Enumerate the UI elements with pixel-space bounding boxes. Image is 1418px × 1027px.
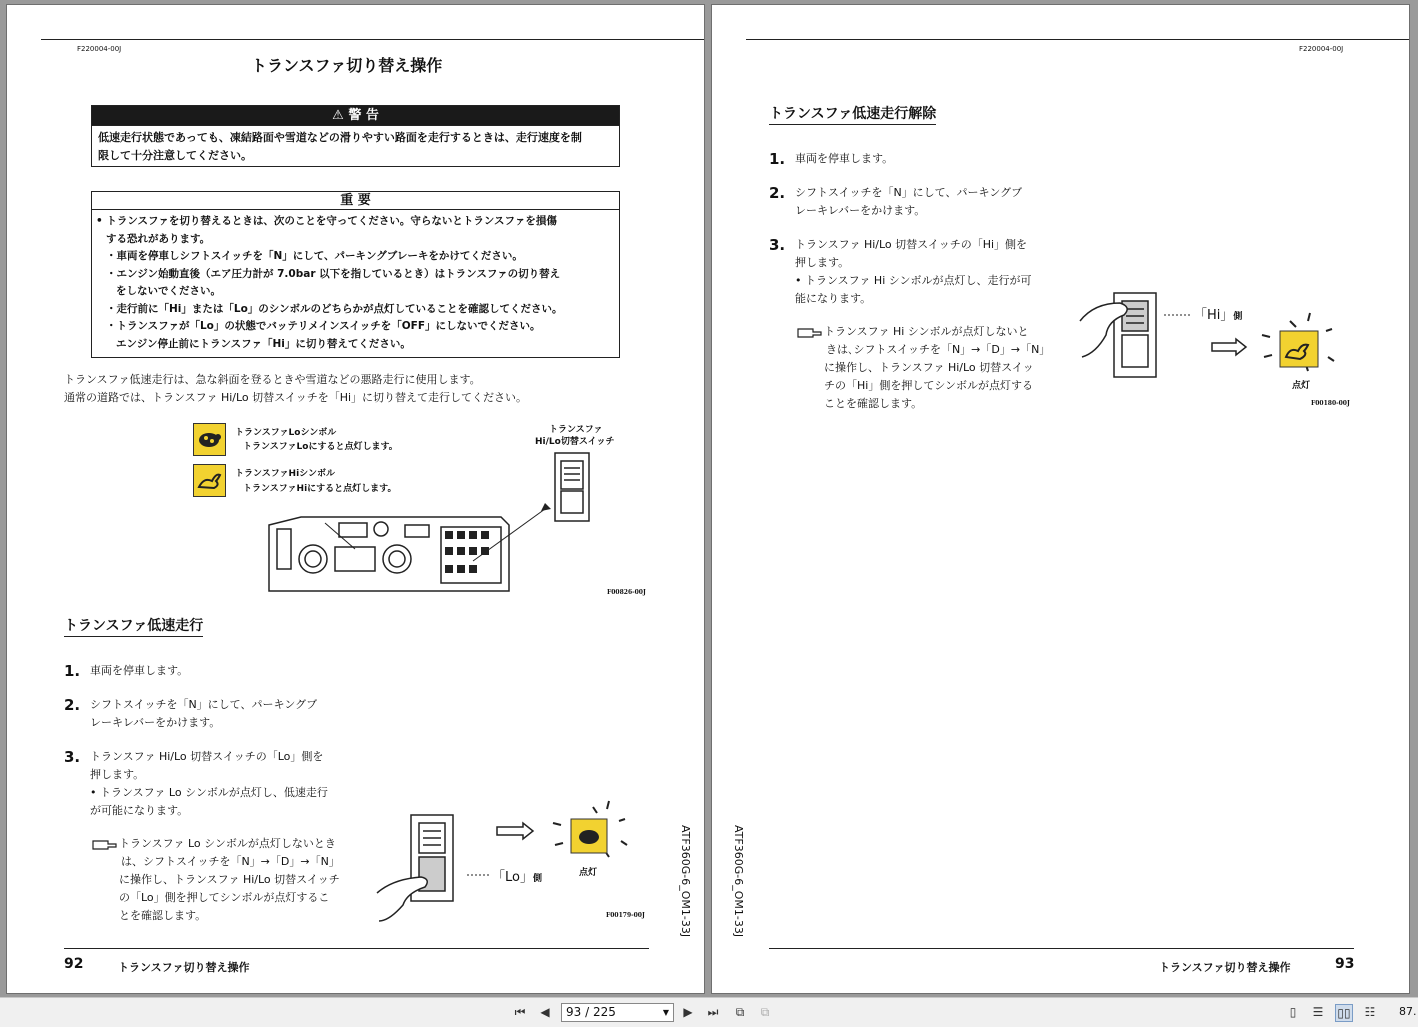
header-rule (41, 39, 705, 40)
step-3-number: 3. (64, 748, 81, 766)
warning-box (91, 105, 620, 167)
pointing-hand-icon (797, 327, 823, 339)
step-1-text: 車両を停車します。 (90, 664, 189, 677)
instrument-panel-illustration (265, 451, 595, 603)
important-box (91, 191, 620, 358)
hi-symbol-desc: トランスファHiにすると点灯します。 (243, 484, 397, 494)
footer-rule (64, 948, 649, 949)
header-rule (746, 39, 1410, 40)
hi-symbol (193, 464, 226, 497)
rabbit-icon (194, 465, 225, 496)
hi-symbol-title: トランスファHiシンボル (235, 469, 335, 479)
page-title: トランスファ切り替え操作 (251, 56, 443, 75)
footer-title: トランスファ切り替え操作 (118, 961, 250, 974)
step-2-number: 2. (769, 184, 786, 202)
step-3-number: 3. (769, 236, 786, 254)
warning-heading: ⚠ 警 告 (92, 106, 619, 126)
note-text: トランスファ Lo シンボルが点灯しないとき は、シフトスイッチを「N」→「D」→「N」 に操作し、トランスファ Hi/Lo 切替スイッチ の「Lo」側を押してシンボルが点灯するこ とを確認します。 (119, 837, 340, 922)
section-title: トランスファ低速走行 (64, 615, 203, 637)
first-page-icon[interactable]: ⏮ (514, 1005, 526, 1019)
facing-pages-view-icon[interactable]: ▯▯ (1335, 1004, 1353, 1022)
lo-side-label: 「Lo」側 (492, 870, 542, 885)
turtle-icon (194, 424, 225, 455)
hi-lit-label: 点灯 (1292, 381, 1311, 391)
step-2-text: シフトスイッチを「N」にして、パーキングブ レーキレバーをかけます。 (90, 698, 318, 729)
previous-page-icon[interactable]: ◀ (540, 1005, 550, 1019)
lo-symbol (193, 423, 226, 456)
step-1-number: 1. (64, 662, 81, 680)
vertical-doc-code: ATF360G-6_OM1-33J (732, 825, 745, 938)
warning-triangle-icon: ⚠ (332, 108, 344, 123)
lo-lit-label: 点灯 (579, 868, 598, 878)
hi-side-label: 「Hi」側 (1194, 308, 1243, 323)
page-number: 93 (1335, 956, 1355, 972)
last-page-icon[interactable]: ⏭ (707, 1005, 719, 1019)
switch-label-line1: トランスファ (549, 425, 603, 435)
figure1-code: F00826-00J (607, 589, 646, 596)
zoom-level[interactable]: 87. (1399, 1005, 1417, 1018)
footer-title: トランスファ切り替え操作 (1159, 961, 1291, 974)
left-page (6, 4, 705, 994)
page-number: 92 (64, 956, 84, 972)
right-page (711, 4, 1410, 994)
go-back-view-icon[interactable]: ⧉ (735, 1005, 745, 1019)
switch-label-line2: Hi/Lo切替スイッチ (535, 437, 615, 447)
continuous-view-icon[interactable]: ☰ (1312, 1005, 1324, 1019)
important-heading: 重 要 (92, 192, 619, 210)
step-1-number: 1. (769, 150, 786, 168)
pointing-hand-icon (92, 839, 118, 851)
step-3-text: トランスファ Hi/Lo 切替スイッチの「Hi」側を 押します。 • トランスファ Hi シンボルが点灯し、走行が可 能になります。 (795, 238, 1032, 305)
chevron-down-icon: ▼ (662, 1008, 669, 1017)
doc-code: F220004-00J (1299, 45, 1344, 53)
note-text: トランスファ Hi シンボルが点灯しないと きは､シフトスイッチを「N」→「D」→「N」 に操作し、トランスファ Hi/Lo 切替スイッ チの「Hi」側を押してシンボルが点灯する ことを確認します。 (824, 325, 1051, 410)
lo-switch-illustration (373, 793, 643, 929)
figure2-code: F00179-00J (606, 912, 645, 919)
page-select[interactable]: 93 / 225 ▼ (561, 1003, 674, 1022)
important-body: • トランスファを切り替えるときは、次のことを守ってください。守らないとトランスファを損傷 する恐れがあります。 ・車両を停車しシフトスイッチを「N」にして、パーキングブレーキをかけてください。 ・エンジン始動直後（エア圧力計が 7.0bar 以下を指しているとき）はトランスファの切り替え をしないでください。 ・走行前に「Hi」または「Lo」のシンボルのどちらかが点灯していることを確認してください。 ・トランスファが「Lo」の状態でバッテリメインスイッチを「OFF」にしないでください。 エンジン停止前にトランスファ「Hi」に切り替えてください。 (96, 215, 563, 350)
continuous-facing-view-icon[interactable]: ☷ (1364, 1005, 1376, 1019)
step-2-text: シフトスイッチを「N」にして、パーキングブ レーキレバーをかけます。 (795, 186, 1023, 217)
step-3-text: トランスファ Hi/Lo 切替スイッチの「Lo」側を 押します。 • トランスファ Lo シンボルが点灯し、低速走行 が可能になります。 (90, 750, 328, 817)
figure-code: F00180-00J (1311, 400, 1350, 407)
viewer-toolbar (0, 997, 1418, 1027)
step-1-text: 車両を停車します。 (795, 152, 894, 165)
doc-code: F220004-00J (77, 45, 122, 53)
next-page-icon[interactable]: ▶ (683, 1005, 693, 1019)
vertical-doc-code: ATF360G-6_OM1-33J (679, 825, 692, 938)
single-page-view-icon[interactable]: ▯ (1289, 1005, 1297, 1019)
lo-symbol-desc: トランスファLoにすると点灯します。 (243, 442, 398, 452)
go-forward-view-icon[interactable]: ⧉ (760, 1005, 770, 1019)
intro-text: トランスファ低速走行は、急な斜面を登るときや雪道などの悪路走行に使用します。 通常の道路では、トランスファ Hi/Lo 切替スイッチを「Hi」に切り替えて走行してください。 (64, 373, 528, 404)
footer-rule (769, 948, 1354, 949)
lo-symbol-title: トランスファLoシンボル (235, 428, 337, 438)
warning-body: 低速走行状態であっても、凍結路面や雪道などの滑りやすい路面を走行するときは、走行速度を制 限して十分注意してください。 (98, 131, 582, 162)
step-2-number: 2. (64, 696, 81, 714)
section-title: トランスファ低速走行解除 (769, 103, 936, 125)
